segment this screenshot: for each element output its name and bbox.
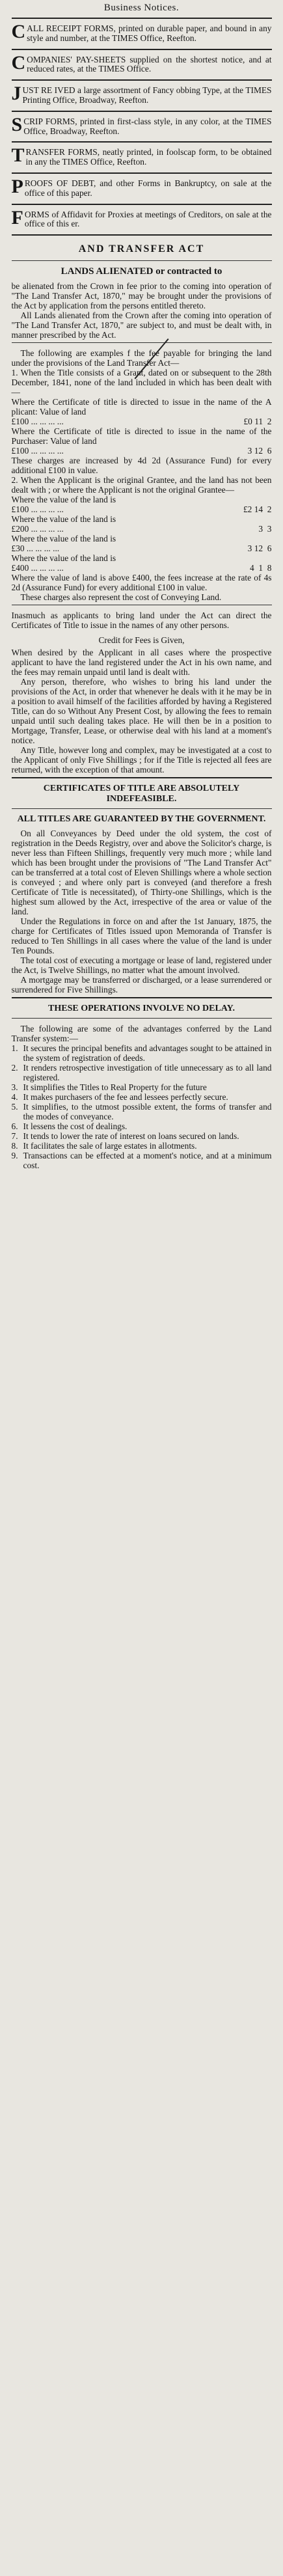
credit-heading: Credit for Fees is Given, — [98, 635, 185, 646]
fee-amount: £0 11 2 — [243, 417, 272, 427]
list-item — [12, 1082, 272, 1092]
item-text: It simplifies, to the utmost possible extent, the forms of transfer and the modes of conveyance. — [23, 1102, 272, 1122]
act-title: AND TRANSFER ACT — [78, 243, 205, 255]
fee-amount: 4 1 8 — [250, 563, 272, 573]
ad-text: OMPANIES' PAY-SHEETS supplied on the shortest notice, and at reduced rates, at the TIMES Office. — [27, 54, 272, 74]
divider — [12, 172, 272, 174]
item-number: 9. — [11, 1151, 18, 1161]
item-number: 2. — [11, 1063, 18, 1073]
advantages-list — [12, 1043, 272, 1170]
divider — [12, 342, 272, 343]
paragraph: When desired by the Applicant in all cases where the prospective applicant to have the land registered under the Act in his own name, and the fees may remain unpaid until land is dealt with. — [11, 648, 272, 678]
divider — [12, 1018, 272, 1019]
divider — [12, 79, 272, 81]
fee-value: £100 ... ... ... ... — [11, 446, 64, 456]
divider — [12, 997, 272, 998]
list-item — [12, 1121, 272, 1131]
ad-text: UST RE IVED a large assortment of Fancy obbing Type, at the TIMES Printing Office, Broadway, Reefton. — [22, 85, 272, 105]
paragraph: These charges also represent the cost of Conveying Land. — [20, 592, 222, 603]
item-number: 3. — [11, 1082, 18, 1093]
paragraph: On all Conveyances by Deed under the old system, the cost of registration in the Deeds Registry, over and above the Solicitor's charge, is never less than Fifteen Shillings, frequently very much more ; while land which has been brought under the provisions of "The Land Transfer Act" can be transferred at a total cost of Eleven Shillings where a whole section is conveyed ; and where only part is conveyed (and therefore a fresh Certificate of Title is necessitated), of Thirty-one Shillings, which is the highest sum allowed by the Act, irrespective of the area or value of the land. — [11, 829, 272, 917]
list-item — [12, 1063, 272, 1082]
paragraph: 2. When the Applicant is the original Grantee, and the land has not been dealt with ; or where the Applicant is not the original Grantee— — [11, 475, 272, 495]
fee-row — [12, 543, 272, 553]
ad-text: RANSFER FORMS, neatly printed, in foolscap form, to be obtained in any the TIMES Office, Reefton. — [25, 147, 272, 167]
divider — [12, 234, 272, 236]
paragraph: Where the value of land is above £400, the fees increase at the rate of 4s 2d (Assurance Fund) for every additional £100 in value. — [11, 573, 272, 593]
item-text: It simplifies the Titles to Real Property for the future — [23, 1082, 207, 1093]
column — [12, 0, 272, 1170]
paragraph: Where the value of the land is — [11, 495, 116, 505]
item-text: It renders retrospective investigation of title unnecessary as to all land registered. — [23, 1063, 272, 1083]
fee-value: £100 ... ... ... ... — [11, 504, 64, 515]
divider — [12, 111, 272, 112]
fee-value: £400 ... ... ... ... — [11, 563, 64, 573]
divider — [12, 777, 272, 778]
paragraph: A mortgage may be transferred or discharged, or a lease surrendered or surrendered for Five Shillings. — [11, 975, 272, 995]
paragraph: All Lands alienated from the Crown after the coming into operation of "The Land Transfer Act, 1870," are subject to, and must be dealt with, in manner prescribed by the Act. — [11, 310, 272, 340]
ad-text: CRIP FORMS, printed in first-class style, in any color, at the TIMES Office, Broadway, Reefton. — [23, 116, 272, 136]
ad-pay-sheets — [11, 51, 272, 77]
item-text: It makes purchasers of the fee and lessees perfectly secure. — [23, 1092, 228, 1103]
paragraph: Where the Certificate of title is directed to issue in the name of the Purchaser: Value of land — [11, 426, 272, 446]
fee-value: £100 ... ... ... ... — [11, 417, 64, 427]
paragraph: These charges are increased by 4d 2d (Assurance Fund) for every additional £100 in value. — [11, 456, 272, 476]
list-item — [12, 1141, 272, 1151]
item-number: 8. — [11, 1141, 18, 1151]
fee-row — [12, 417, 272, 426]
divider — [12, 18, 272, 19]
divider — [12, 204, 272, 205]
paragraph: 1. When the Title consists of a Grant, dated on or subsequent to the 28th December, 1841, none of the land included in which has been dealt with— — [11, 368, 272, 398]
ad-type — [11, 83, 272, 108]
item-text: It secures the principal benefits and advantages sought to be attained in the system of registration of deeds. — [23, 1043, 272, 1063]
paragraph: The total cost of executing a mortgage or lease of land, registered under the Act, is Twelve Shillings, no matter what the amount involved. — [11, 955, 272, 976]
paragraph: Inasmuch as applicants to bring land under the Act can direct the Certificates of Title to issue in the names of any other persons. — [11, 610, 272, 631]
fee-amount: £2 14 2 — [243, 504, 272, 515]
item-number: 6. — [11, 1121, 18, 1132]
guarantee-heading: ALL TITLES ARE GUARANTEED BY THE GOVERNMENT. — [17, 814, 266, 825]
drop-cap: J — [11, 83, 21, 105]
item-text: Transactions can be effected at a moment's notice, and at a minimum cost. — [23, 1151, 272, 1171]
page-header: Business Notices. — [103, 3, 180, 13]
fee-value: £30 ... ... ... ... — [11, 543, 60, 554]
list-item — [12, 1043, 272, 1063]
item-text: It tends to lower the rate of interest on loans secured on lands. — [23, 1131, 239, 1142]
paragraph: Under the Regulations in force on and after the 1st January, 1875, the charge for Certificates of Titles issued upon Memoranda of Transfer is reduced to Ten Shillings in all cases where the value of the land is under Ten Pounds. — [11, 916, 272, 956]
item-number: 7. — [11, 1131, 18, 1142]
fee-row — [12, 563, 272, 573]
paragraph: Where the value of the land is — [11, 534, 116, 544]
drop-cap: S — [11, 113, 23, 135]
item-number: 5. — [11, 1102, 18, 1112]
ad-proofs-of-debt — [11, 175, 272, 201]
ad-text: ROOFS OF DEBT, and other Forms in Bankruptcy, on sale at the office of this paper. — [24, 178, 272, 198]
ad-receipt-forms — [11, 21, 272, 46]
fee-amount: 3 12 6 — [247, 543, 272, 554]
operations-heading: THESE OPERATIONS INVOLVE NO DELAY. — [48, 1004, 235, 1014]
fee-row — [12, 504, 272, 514]
paragraph: Where the value of the land is — [11, 514, 116, 525]
fee-row — [12, 446, 272, 456]
list-item — [12, 1102, 272, 1121]
item-text: It lessens the cost of dealings. — [23, 1121, 128, 1132]
ad-affidavit-forms — [11, 206, 272, 232]
divider — [12, 49, 272, 50]
fee-value: £200 ... ... ... ... — [11, 524, 64, 534]
ad-transfer-forms — [11, 144, 272, 170]
drop-cap: C — [11, 21, 26, 42]
list-item — [12, 1151, 272, 1170]
drop-cap: F — [11, 206, 23, 228]
paragraph: Where the value of the land is — [11, 553, 116, 564]
paragraph: The following are examples f the fee payable for bringing the land under the provisions of the Land Transfer Act— — [11, 348, 272, 368]
paragraph: Any Title, however long and complex, may be investigated at a cost to the Applicant of only Five Shillings ; for if the Title is rejected all fees are returned, with the exception of that amount. — [11, 745, 272, 775]
paragraph: Any person, therefore, who wishes to bring his land under the provisions of the Act, in order that whenever he deals with it he may be in a position to avail himself of the facilities afforded by having a Registered Title, can do so Without Any Present Cost, by allowing the fees to remain unpaid until such dealing takes place. He will then be in a position to Mortgage, Transfer, Lease, or otherwise deal with his land at a moment's notice. — [11, 677, 272, 746]
ad-scrip-forms — [11, 113, 272, 139]
ad-text: ALL RECEIPT FORMS, printed on durable paper, and bound in any style and number, at the TIMES Office, Reefton. — [27, 23, 272, 43]
fee-amount: 3 3 — [258, 524, 272, 534]
certificates-heading: CERTIFICATES OF TITLE ARE ABSOLUTELY INDEFEASIBLE. — [43, 784, 240, 804]
ad-text: ORMS of Affidavit for Proxies at meetings of Creditors, on sale at the office of this er. — [24, 209, 272, 229]
paragraph: be alienated from the Crown in fee prior to the coming into operation of "The Land Transfer Act, 1870," may be brought under the provisions of the Act by application from the persons entitled thereto. — [11, 281, 272, 311]
fee-row — [12, 524, 272, 534]
paragraph: The following are some of the advantages conferred by the Land Transfer system:— — [11, 1024, 272, 1044]
item-number: 1. — [11, 1043, 18, 1054]
drop-cap: C — [11, 51, 26, 74]
item-number: 4. — [11, 1092, 18, 1103]
item-text: It facilitates the sale of large estates in allotments. — [23, 1141, 197, 1151]
divider — [12, 141, 272, 143]
paragraph: Where the Certificate of title is directed to issue in the name of the A plicant: Value of land — [11, 397, 272, 417]
divider — [12, 260, 272, 261]
divider — [12, 808, 272, 809]
drop-cap: P — [11, 175, 23, 197]
list-item — [12, 1131, 272, 1141]
lands-title: LANDS ALIENATED or contracted to — [61, 266, 222, 277]
list-item — [12, 1092, 272, 1102]
drop-cap: T — [11, 144, 25, 167]
fee-amount: 3 12 6 — [247, 446, 272, 456]
